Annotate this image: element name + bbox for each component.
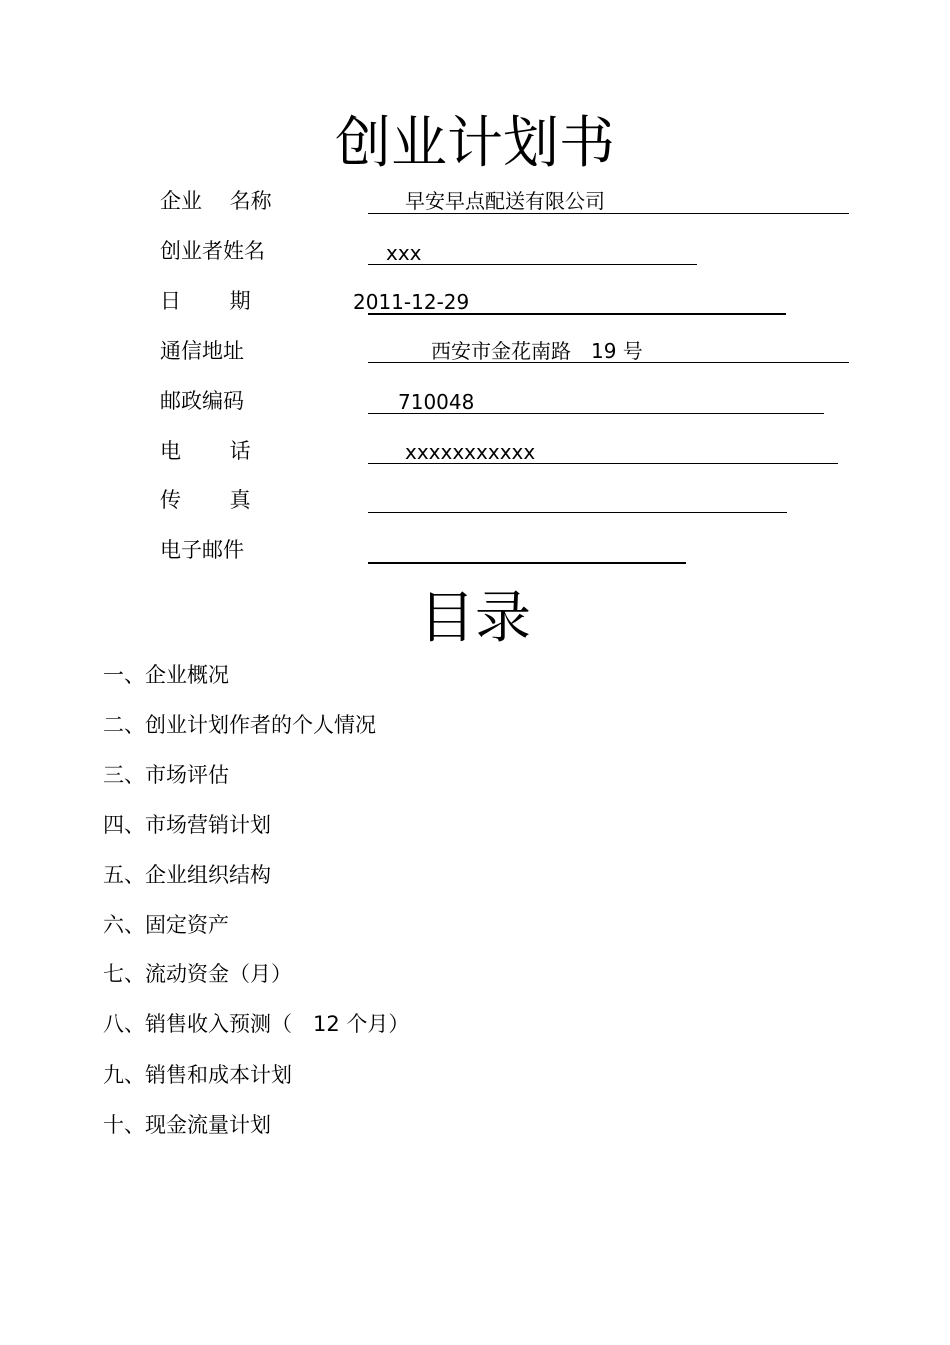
toc-item: 六、固定资产	[103, 913, 229, 937]
toc-item: 五、企业组织结构	[103, 863, 271, 887]
toc-item: 十、现金流量计划	[103, 1113, 271, 1137]
field-label: 通信地址	[160, 339, 244, 363]
toc-item: 四、市场营销计划	[103, 813, 271, 837]
field-label: 传 真	[160, 488, 251, 512]
toc-item: 三、市场评估	[103, 763, 229, 787]
underline	[368, 512, 787, 513]
underline	[368, 362, 849, 363]
field-value: 2011-12-29	[353, 290, 470, 314]
field-label: 创业者姓名	[160, 239, 265, 263]
toc-item: 八、销售收入预测（ 12 个月）	[103, 1012, 410, 1036]
field-label: 电子邮件	[160, 538, 244, 562]
toc-item: 七、流动资金（月）	[103, 962, 292, 986]
field-label: 电 话	[160, 439, 251, 463]
underline	[368, 264, 697, 265]
toc-item: 二、创业计划作者的个人情况	[103, 713, 376, 737]
field-value: xxxxxxxxxxx	[405, 440, 536, 464]
field-label: 邮政编码	[160, 389, 244, 413]
document-title: 创业计划书	[335, 111, 615, 176]
field-label: 企业 名称	[160, 189, 272, 213]
toc-title: 目录	[419, 586, 531, 651]
toc-item: 九、销售和成本计划	[103, 1063, 292, 1087]
underline	[368, 313, 786, 315]
underline	[368, 413, 824, 414]
field-value: 710048	[398, 390, 475, 414]
field-value: 西安市金花南路 19 号	[431, 339, 643, 363]
underline	[368, 463, 838, 464]
toc-item: 一、企业概况	[103, 663, 229, 687]
field-value: xxx	[386, 241, 422, 265]
underline	[368, 562, 686, 564]
underline	[368, 213, 849, 214]
field-value: 早安早点配送有限公司	[405, 189, 605, 213]
field-label: 日 期	[160, 289, 251, 313]
